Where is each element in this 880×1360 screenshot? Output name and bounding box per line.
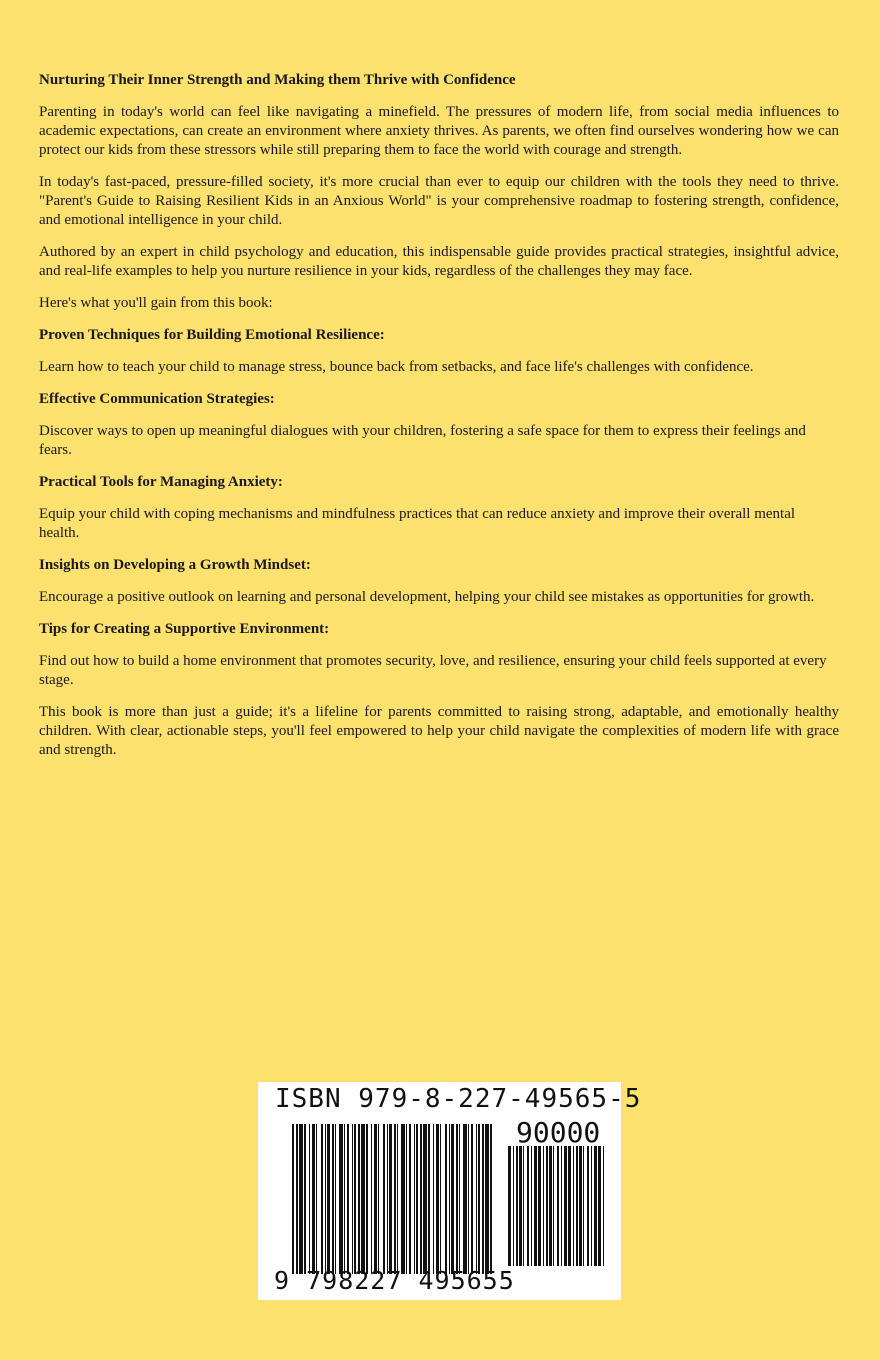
barcode-bar xyxy=(587,1146,589,1266)
benefit-heading: Practical Tools for Managing Anxiety: xyxy=(39,474,283,490)
blurb-text xyxy=(39,71,839,773)
barcode-bar xyxy=(339,1124,343,1274)
barcode-bar xyxy=(401,1124,405,1274)
barcode-bar xyxy=(482,1124,484,1274)
barcode-bar xyxy=(309,1124,310,1274)
barcode-bar xyxy=(490,1124,492,1274)
barcode-bar xyxy=(508,1146,511,1266)
barcode-bar xyxy=(397,1124,398,1274)
barcode-bar xyxy=(347,1124,349,1274)
benefit-text: Equip your child with coping mechanisms and mindfulness practices that can reduce anxiety and improve their overall mental health. xyxy=(39,506,796,541)
barcode-bar xyxy=(428,1124,430,1274)
barcode-bar xyxy=(538,1146,541,1266)
barcode-bar xyxy=(456,1124,458,1274)
barcode-bar xyxy=(371,1124,372,1274)
barcode-bar xyxy=(321,1124,323,1274)
barcode-bar xyxy=(523,1146,524,1266)
barcode-bar xyxy=(352,1124,353,1274)
benefit-heading: Proven Techniques for Building Emotional Resilience: xyxy=(39,327,385,343)
barcode-bar xyxy=(416,1124,418,1274)
barcode-bar xyxy=(468,1124,469,1274)
barcode-bar xyxy=(420,1124,422,1274)
barcode-bar xyxy=(445,1124,447,1274)
benefit-heading: Insights on Developing a Growth Mindset: xyxy=(39,557,311,573)
barcode-bar xyxy=(478,1124,480,1274)
benefit-heading: Tips for Creating a Supportive Environment: xyxy=(39,621,330,637)
barcode-bar xyxy=(459,1124,460,1274)
barcode-bar xyxy=(449,1124,450,1274)
barcode-digits: 9 798227 495655 xyxy=(274,1266,515,1295)
barcode-bar xyxy=(387,1124,388,1274)
blurb-title: Nurturing Their Inner Strength and Making them Thrive with Confidence xyxy=(39,72,516,88)
barcode-bar xyxy=(591,1146,592,1266)
barcode-bar xyxy=(579,1146,582,1266)
barcode-bar xyxy=(316,1124,317,1274)
benefit-text: Find out how to build a home environment that promotes security, love, and resilience, ensuring your child feels supported at every stage. xyxy=(39,653,827,688)
barcode-bar xyxy=(513,1146,514,1266)
barcode-bar xyxy=(325,1124,326,1274)
barcode-bar xyxy=(476,1124,477,1274)
barcode-bar xyxy=(394,1124,396,1274)
isbn-label: ISBN 979-8-227-49565-5 xyxy=(275,1084,642,1114)
barcode-bar xyxy=(561,1146,562,1266)
barcode-bar xyxy=(332,1124,334,1274)
benefit-text: Learn how to teach your child to manage stress, bounce back from setbacks, and face life's challenges with confidence. xyxy=(39,359,754,375)
barcode-bar xyxy=(471,1124,473,1274)
barcode-bar xyxy=(335,1124,336,1274)
barcode-bar xyxy=(366,1124,368,1274)
barcode-bar xyxy=(440,1124,441,1274)
barcode-addon-number: 90000 xyxy=(516,1116,601,1149)
barcode-bar xyxy=(383,1124,385,1274)
benefit-text: Encourage a positive outlook on learning and personal development, helping your child see mistakes as opportunities for growth. xyxy=(39,589,815,605)
barcode-bar xyxy=(576,1146,578,1266)
barcode-bar xyxy=(378,1124,379,1274)
barcode-bar xyxy=(312,1124,315,1274)
barcode-bar xyxy=(451,1124,454,1274)
barcode-bar xyxy=(583,1146,584,1266)
barcode-bar xyxy=(531,1146,532,1266)
closing-paragraph: This book is more than just a guide; it's a lifeline for parents committed to raising strong, adaptable, and emotionally healthy children. With clear, actionable steps, you'll feel empowered to help your child navigate the complexities of modern life with grace and strength. xyxy=(39,704,839,758)
barcode-bar xyxy=(423,1124,427,1274)
benefit-text: Discover ways to open up meaningful dialogues with your children, fostering a safe space for them to express their feelings and fears. xyxy=(39,423,806,458)
barcode-bar xyxy=(603,1146,604,1266)
gain-intro: Here's what you'll gain from this book: xyxy=(39,295,273,311)
barcode-bar xyxy=(519,1146,522,1266)
barcode-bar xyxy=(463,1124,467,1274)
intro-paragraph-3: Authored by an expert in child psychology and education, this indispensable guide provides practical strategies, insightful advice, and real-life examples to help you nurture resilience in your kids, regardless of the challenges they may face. xyxy=(39,244,839,279)
barcode-bar xyxy=(485,1124,489,1274)
barcode-bar xyxy=(568,1146,571,1266)
barcode-bar xyxy=(406,1124,407,1274)
barcode-bar xyxy=(553,1146,554,1266)
barcode-bar xyxy=(304,1124,306,1274)
barcode-bar xyxy=(344,1124,345,1274)
barcode-bar xyxy=(573,1146,574,1266)
barcode-bar xyxy=(409,1124,411,1274)
barcode-bar xyxy=(598,1146,601,1266)
barcode-bar xyxy=(516,1146,518,1266)
barcode-bar xyxy=(557,1146,559,1266)
barcode-bar xyxy=(327,1124,330,1274)
barcode-bar xyxy=(436,1124,439,1274)
barcode-bar xyxy=(358,1124,360,1274)
barcode-bar xyxy=(534,1146,537,1266)
barcode-bar xyxy=(527,1146,529,1266)
barcode-bar xyxy=(414,1124,415,1274)
barcode-bar xyxy=(549,1146,552,1266)
intro-paragraph-2: In today's fast-paced, pressure-filled society, it's more crucial than ever to equip our children with the tools they need to thrive. "Parent's Guide to Raising Resilient Kids in an Anxious World" is your comprehensive roadmap to fostering strength, confidence, and emotional intelligence in your child. xyxy=(39,174,839,228)
barcode-bar xyxy=(594,1146,597,1266)
benefit-heading: Effective Communication Strategies: xyxy=(39,391,275,407)
ean13-bars xyxy=(292,1124,492,1274)
barcode-bar xyxy=(564,1146,567,1266)
barcode-bar xyxy=(299,1124,303,1274)
barcode-bar xyxy=(374,1124,377,1274)
barcode-bar xyxy=(296,1124,298,1274)
barcode-bar xyxy=(292,1124,294,1274)
barcode-bar xyxy=(433,1124,434,1274)
barcode-bar xyxy=(389,1124,392,1274)
barcode-bar xyxy=(361,1124,365,1274)
barcode-bar xyxy=(354,1124,356,1274)
addon-bars xyxy=(508,1146,604,1266)
isbn-barcode xyxy=(258,1082,642,1300)
barcode-bar xyxy=(543,1146,544,1266)
intro-paragraph-1: Parenting in today's world can feel like navigating a minefield. The pressures of modern life, from social media influences to academic expectations, can create an environment where anxiety thrives. As parents, we often find ourselves wondering how we can protect our kids from these stressors while still preparing them to face the world with courage and strength. xyxy=(39,104,839,158)
barcode-bar xyxy=(546,1146,548,1266)
